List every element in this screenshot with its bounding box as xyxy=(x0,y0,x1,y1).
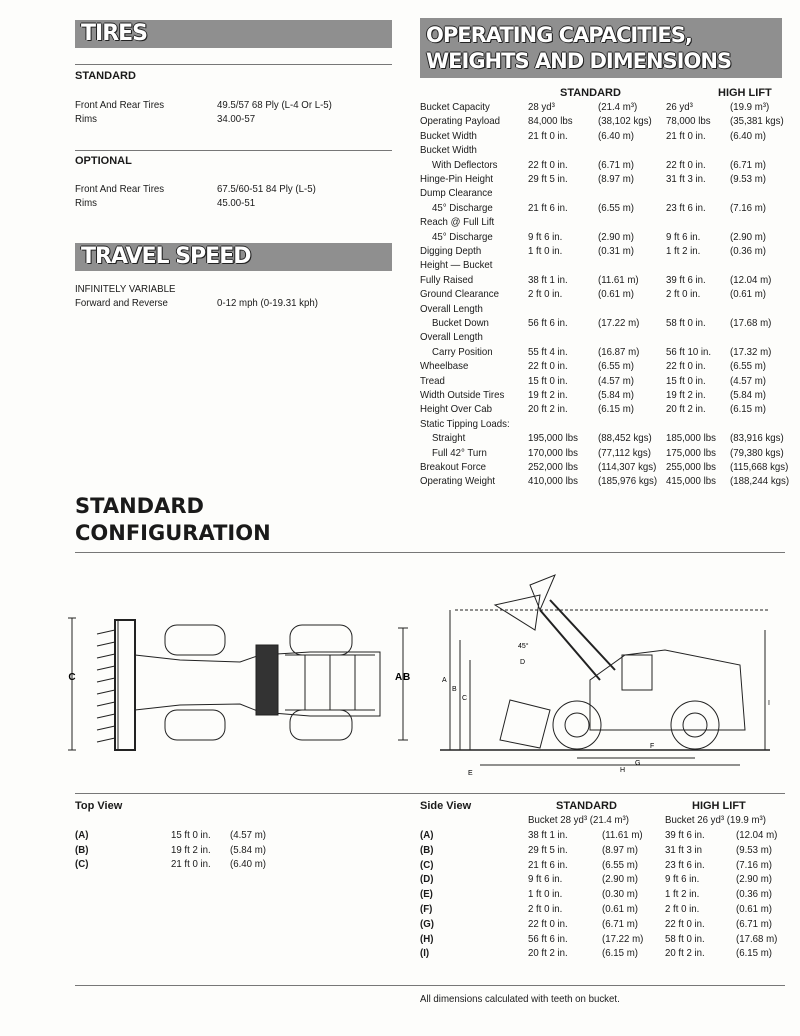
ops-row-highlift-imperial: 21 ft 0 in. xyxy=(666,129,706,142)
ops-row-highlift-imperial: 26 yd³ xyxy=(666,101,693,113)
side-row-key: (C) xyxy=(420,858,434,871)
top-cab xyxy=(256,645,278,715)
side-row-standard-imperial: 56 ft 6 in. xyxy=(528,932,568,945)
side-bucket-highlift: Bucket 26 yd³ (19.9 m³) xyxy=(665,814,766,826)
ops-row-label: Overall Length xyxy=(420,302,483,315)
tires-optional-value-1: 45.00-51 xyxy=(217,197,256,209)
ops-row-standard-metric: (114,307 kgs) xyxy=(598,461,657,473)
ops-col-highlift: HIGH LIFT xyxy=(718,87,772,99)
ops-row-label: Ground Clearance xyxy=(420,288,499,301)
ops-row-highlift-imperial: 15 ft 0 in. xyxy=(666,374,706,387)
side-row-key: (A) xyxy=(420,829,434,841)
tires-rule xyxy=(75,64,392,65)
side-row-standard-imperial: 9 ft 6 in. xyxy=(528,873,563,886)
ops-row-label: Hinge-Pin Height xyxy=(420,173,494,185)
ops-row-highlift-imperial: 2 ft 0 in. xyxy=(666,288,701,301)
side-row-standard-imperial: 20 ft 2 in. xyxy=(528,947,568,960)
ops-row-label: With Deflectors xyxy=(432,158,498,171)
top-bucket-teeth xyxy=(97,630,115,742)
top-label-b: B xyxy=(403,672,411,683)
travel-line1: INFINITELY VARIABLE xyxy=(75,283,176,295)
ops-row-standard-metric: (0.61 m) xyxy=(598,288,634,301)
ops-row-label: Bucket Width xyxy=(420,129,477,142)
top-front-tire-left xyxy=(165,625,225,655)
ops-row-label: Tread xyxy=(420,374,445,387)
ops-row-standard-metric: (2.90 m) xyxy=(598,230,634,243)
side-label-f: F xyxy=(650,743,655,750)
ops-row-highlift-imperial: 255,000 lbs xyxy=(666,461,716,473)
side-row-standard-imperial: 1 ft 0 in. xyxy=(528,888,563,901)
ops-row-label: Fully Raised xyxy=(420,273,474,286)
ops-row-highlift-imperial: 22 ft 0 in. xyxy=(666,360,706,373)
side-cab xyxy=(622,655,652,690)
side-row-highlift-imperial: 20 ft 2 in. xyxy=(665,947,705,960)
ops-row-highlift-imperial: 31 ft 3 in. xyxy=(666,173,706,185)
side-row-highlift-imperial: 39 ft 6 in. xyxy=(665,829,705,841)
ops-row-standard-imperial: 9 ft 6 in. xyxy=(528,230,563,243)
ops-row-standard-metric: (6.40 m) xyxy=(598,129,634,142)
ops-row-standard-imperial: 22 ft 0 in. xyxy=(528,158,568,171)
ops-row-highlift-imperial: 56 ft 10 in. xyxy=(666,345,712,358)
side-col-highlift: HIGH LIFT xyxy=(692,800,746,812)
side-row-standard-imperial: 2 ft 0 in. xyxy=(528,903,563,915)
side-row-highlift-metric: (6.15 m) xyxy=(736,947,772,960)
ops-row-label: Overall Length xyxy=(420,331,483,344)
ops-row-label: 45° Discharge xyxy=(432,230,493,243)
ops-row-highlift-imperial: 23 ft 6 in. xyxy=(666,201,706,214)
side-label-h: H xyxy=(620,767,626,774)
ops-row-highlift-metric: (17.32 m) xyxy=(730,345,772,358)
side-label-g: G xyxy=(635,760,641,767)
travel-label: Forward and Reverse xyxy=(75,297,168,309)
travel-speed-banner: TRAVEL SPEED xyxy=(75,243,392,271)
top-row-key: (B) xyxy=(75,843,89,856)
ops-row-standard-imperial: 170,000 lbs xyxy=(528,446,578,459)
ops-col-standard: STANDARD xyxy=(560,87,621,99)
tires-optional-label-1: Rims xyxy=(75,197,98,209)
top-front-tire-right xyxy=(165,710,225,740)
side-row-standard-metric: (6.15 m) xyxy=(602,947,638,960)
side-row-highlift-imperial: 58 ft 0 in. xyxy=(665,932,705,945)
top-row-key: (C) xyxy=(75,858,89,871)
ops-row-standard-imperial: 19 ft 2 in. xyxy=(528,389,568,401)
ops-row-label: Bucket Down xyxy=(432,317,489,329)
ops-row-highlift-metric: (7.16 m) xyxy=(730,201,766,214)
side-bucket-standard: Bucket 28 yd³ (21.4 m³) xyxy=(528,814,629,826)
side-row-highlift-imperial: 22 ft 0 in. xyxy=(665,917,705,930)
side-row-standard-metric: (2.90 m) xyxy=(602,873,638,886)
ops-row-highlift-metric: (0.36 m) xyxy=(730,245,766,257)
ops-row-standard-metric: (6.55 m) xyxy=(598,360,634,373)
ops-row-highlift-metric: (6.71 m) xyxy=(730,158,766,171)
top-row-key: (A) xyxy=(75,829,89,841)
side-row-highlift-imperial: 9 ft 6 in. xyxy=(665,873,700,886)
footer-rule xyxy=(75,985,785,986)
side-row-standard-imperial: 29 ft 5 in. xyxy=(528,843,568,856)
ops-row-standard-imperial: 1 ft 0 in. xyxy=(528,245,563,257)
ops-row-highlift-imperial: 19 ft 2 in. xyxy=(666,389,706,401)
ops-row-standard-imperial: 84,000 lbs xyxy=(528,115,573,128)
config-title-line1: STANDARD xyxy=(75,494,204,518)
top-view-diagram xyxy=(60,600,415,765)
side-row-highlift-metric: (6.71 m) xyxy=(736,917,772,930)
side-row-standard-metric: (0.30 m) xyxy=(602,888,638,901)
ops-row-standard-imperial: 195,000 lbs xyxy=(528,432,578,445)
side-col-standard: STANDARD xyxy=(556,800,617,812)
ops-row-highlift-metric: (115,668 kgs) xyxy=(730,461,789,473)
side-row-standard-metric: (6.71 m) xyxy=(602,917,638,930)
ops-row-standard-imperial: 38 ft 1 in. xyxy=(528,273,568,286)
side-label-c: C xyxy=(462,695,468,702)
ops-row-label: Straight xyxy=(432,432,466,445)
ops-row-highlift-imperial: 9 ft 6 in. xyxy=(666,230,701,243)
side-row-key: (B) xyxy=(420,843,434,856)
ops-row-highlift-metric: (4.57 m) xyxy=(730,374,766,387)
ops-row-highlift-metric: (17.68 m) xyxy=(730,317,772,329)
side-bucket-raised xyxy=(495,575,555,630)
side-row-standard-metric: (6.55 m) xyxy=(602,858,638,871)
ops-row-highlift-imperial: 58 ft 0 in. xyxy=(666,317,706,329)
ops-row-highlift-imperial: 185,000 lbs xyxy=(666,432,716,445)
side-row-highlift-metric: (12.04 m) xyxy=(736,829,778,841)
side-rear-wheel xyxy=(671,701,719,749)
ops-row-highlift-metric: (9.53 m) xyxy=(730,173,766,185)
ops-row-label: Reach @ Full Lift xyxy=(420,216,495,229)
tires-optional-rule xyxy=(75,150,392,151)
ops-row-standard-imperial: 2 ft 0 in. xyxy=(528,288,563,301)
top-row-metric: (4.57 m) xyxy=(230,829,266,841)
side-body xyxy=(590,650,745,730)
ops-row-standard-imperial: 21 ft 6 in. xyxy=(528,201,568,214)
ops-row-label: Full 42° Turn xyxy=(432,446,487,459)
ops-row-standard-metric: (88,452 kgs) xyxy=(598,432,652,445)
ops-title-line2: WEIGHTS AND DIMENSIONS xyxy=(426,49,732,73)
ops-row-standard-metric: (6.71 m) xyxy=(598,158,634,171)
side-row-highlift-imperial: 1 ft 2 in. xyxy=(665,888,700,901)
side-row-standard-metric: (0.61 m) xyxy=(602,903,638,915)
side-label-a: A xyxy=(442,677,447,684)
ops-row-label: 45° Discharge xyxy=(432,201,493,214)
ops-row-standard-imperial: 410,000 lbs xyxy=(528,475,578,488)
config-title-line2: CONFIGURATION xyxy=(75,521,271,545)
side-row-highlift-metric: (0.36 m) xyxy=(736,888,772,901)
ops-row-standard-imperial: 22 ft 0 in. xyxy=(528,360,568,373)
top-row-metric: (5.84 m) xyxy=(230,843,266,856)
ops-row-label: Static Tipping Loads: xyxy=(420,417,510,430)
ops-row-standard-metric: (6.55 m) xyxy=(598,201,634,214)
side-row-standard-metric: (8.97 m) xyxy=(602,843,638,856)
top-rear-tire-left xyxy=(290,625,352,655)
side-row-standard-imperial: 21 ft 6 in. xyxy=(528,858,568,871)
ops-row-standard-imperial: 28 yd³ xyxy=(528,101,555,113)
top-rear-tire-right xyxy=(290,710,352,740)
side-row-standard-imperial: 22 ft 0 in. xyxy=(528,917,568,930)
top-label-a: A xyxy=(395,672,403,683)
ops-row-standard-metric: (185,976 kgs) xyxy=(598,475,658,488)
ops-row-standard-imperial: 56 ft 6 in. xyxy=(528,317,568,329)
side-label-d: D xyxy=(520,659,526,666)
ops-row-highlift-metric: (5.84 m) xyxy=(730,389,766,401)
ops-row-standard-metric: (38,102 kgs) xyxy=(598,115,652,128)
tires-optional-heading: OPTIONAL xyxy=(75,155,132,167)
top-row-imperial: 15 ft 0 in. xyxy=(171,829,211,841)
ops-row-label: Carry Position xyxy=(432,345,493,358)
ops-row-standard-imperial: 29 ft 5 in. xyxy=(528,173,568,185)
ops-row-standard-metric: (8.97 m) xyxy=(598,173,634,185)
ops-row-highlift-imperial: 22 ft 0 in. xyxy=(666,158,706,171)
side-label-b: B xyxy=(452,686,457,693)
ops-row-highlift-metric: (6.15 m) xyxy=(730,403,766,416)
side-row-highlift-metric: (9.53 m) xyxy=(736,843,772,856)
ops-row-label: Width Outside Tires xyxy=(420,389,505,401)
ops-row-highlift-metric: (2.90 m) xyxy=(730,230,766,243)
ops-row-standard-metric: (16.87 m) xyxy=(598,345,640,358)
side-row-highlift-metric: (0.61 m) xyxy=(736,903,772,915)
ops-row-highlift-metric: (79,380 kgs) xyxy=(730,446,784,459)
top-row-metric: (6.40 m) xyxy=(230,858,266,871)
tires-standard-label-0: Front And Rear Tires xyxy=(75,99,165,111)
ops-row-label: Wheelbase xyxy=(420,360,469,373)
config-rule xyxy=(75,552,785,553)
side-row-key: (G) xyxy=(420,917,434,930)
side-lift-arm xyxy=(540,600,615,680)
tires-optional-value-0: 67.5/60-51 84 Ply (L-5) xyxy=(217,183,316,195)
operating-capacities-banner xyxy=(420,18,782,78)
side-view-diagram xyxy=(440,570,785,780)
ops-row-label: Digging Depth xyxy=(420,245,482,257)
ops-row-label: Bucket Capacity xyxy=(420,101,490,113)
ops-row-standard-metric: (0.31 m) xyxy=(598,245,634,257)
side-row-highlift-imperial: 31 ft 3 in xyxy=(665,843,703,856)
ops-row-standard-imperial: 20 ft 2 in. xyxy=(528,403,568,416)
ops-row-highlift-imperial: 78,000 lbs xyxy=(666,115,711,128)
tires-optional-label-0: Front And Rear Tires xyxy=(75,183,165,195)
ops-row-label: Height — Bucket xyxy=(420,259,493,272)
ops-row-highlift-metric: (19.9 m³) xyxy=(730,101,770,113)
ops-row-standard-metric: (17.22 m) xyxy=(598,317,640,329)
ops-row-highlift-metric: (0.61 m) xyxy=(730,288,766,301)
travel-value: 0-12 mph (0-19.31 kph) xyxy=(217,297,318,309)
side-row-highlift-imperial: 2 ft 0 in. xyxy=(665,903,700,915)
tires-standard-heading: STANDARD xyxy=(75,70,136,82)
side-row-key: (H) xyxy=(420,932,434,945)
ops-row-standard-metric: (21.4 m³) xyxy=(598,101,638,113)
ops-row-standard-metric: (5.84 m) xyxy=(598,389,634,401)
ops-row-standard-imperial: 252,000 lbs xyxy=(528,461,578,473)
top-label-c: C xyxy=(68,672,76,683)
side-row-standard-imperial: 38 ft 1 in. xyxy=(528,829,568,841)
ops-row-label: Operating Weight xyxy=(420,475,496,488)
side-row-key: (E) xyxy=(420,888,433,901)
side-row-highlift-metric: (17.68 m) xyxy=(736,932,778,945)
top-row-imperial: 21 ft 0 in. xyxy=(171,858,211,871)
ops-row-highlift-metric: (83,916 kgs) xyxy=(730,432,784,445)
ops-row-highlift-imperial: 1 ft 2 in. xyxy=(666,245,701,257)
ops-row-standard-imperial: 15 ft 0 in. xyxy=(528,374,568,387)
ops-row-label: Bucket Width xyxy=(420,144,477,157)
ops-row-highlift-metric: (12.04 m) xyxy=(730,273,772,286)
views-rule xyxy=(75,793,785,794)
ops-row-label: Breakout Force xyxy=(420,461,487,473)
side-row-key: (F) xyxy=(420,903,433,915)
side-row-highlift-metric: (7.16 m) xyxy=(736,858,772,871)
ops-row-highlift-metric: (188,244 kgs) xyxy=(730,475,790,488)
side-row-key: (I) xyxy=(420,947,430,960)
ops-row-highlift-imperial: 175,000 lbs xyxy=(666,446,716,459)
ops-row-highlift-metric: (6.55 m) xyxy=(730,360,766,373)
side-label-i: I xyxy=(768,700,770,707)
ops-row-label: Height Over Cab xyxy=(420,403,492,416)
side-row-standard-metric: (17.22 m) xyxy=(602,932,644,945)
ops-row-standard-imperial: 55 ft 4 in. xyxy=(528,345,568,358)
tires-standard-value-0: 49.5/57 68 Ply (L-4 Or L-5) xyxy=(217,99,332,111)
top-view-title: Top View xyxy=(75,800,123,812)
tires-standard-label-1: Rims xyxy=(75,113,98,125)
ops-row-highlift-metric: (35,381 kgs) xyxy=(730,115,784,128)
side-view-title: Side View xyxy=(420,800,472,812)
ops-row-standard-imperial: 21 ft 0 in. xyxy=(528,129,568,142)
side-label-angle: 45° xyxy=(518,643,529,650)
config-title xyxy=(75,493,271,547)
ops-row-highlift-imperial: 415,000 lbs xyxy=(666,475,716,488)
ops-row-standard-metric: (6.15 m) xyxy=(598,403,634,416)
side-front-wheel xyxy=(553,701,601,749)
side-row-highlift-metric: (2.90 m) xyxy=(736,873,772,886)
side-row-standard-metric: (11.61 m) xyxy=(602,829,643,841)
ops-row-standard-metric: (77,112 kgs) xyxy=(598,446,651,459)
tires-banner: TIRES xyxy=(75,20,392,48)
side-row-highlift-imperial: 23 ft 6 in. xyxy=(665,858,705,871)
ops-row-highlift-imperial: 39 ft 6 in. xyxy=(666,273,706,286)
ops-row-standard-metric: (4.57 m) xyxy=(598,374,634,387)
side-label-e: E xyxy=(468,770,473,777)
tires-standard-value-1: 34.00-57 xyxy=(217,113,256,125)
ops-row-label: Operating Payload xyxy=(420,115,501,128)
ops-row-standard-metric: (11.61 m) xyxy=(598,273,639,286)
side-bucket-lowered xyxy=(500,700,550,748)
ops-title-line1: OPERATING CAPACITIES, xyxy=(426,23,692,47)
footer-note: All dimensions calculated with teeth on bucket. xyxy=(420,993,620,1005)
ops-row-highlift-imperial: 20 ft 2 in. xyxy=(666,403,706,416)
ops-row-label: Dump Clearance xyxy=(420,187,493,200)
ops-row-highlift-metric: (6.40 m) xyxy=(730,129,766,142)
top-row-imperial: 19 ft 2 in. xyxy=(171,843,211,856)
side-row-key: (D) xyxy=(420,873,434,886)
